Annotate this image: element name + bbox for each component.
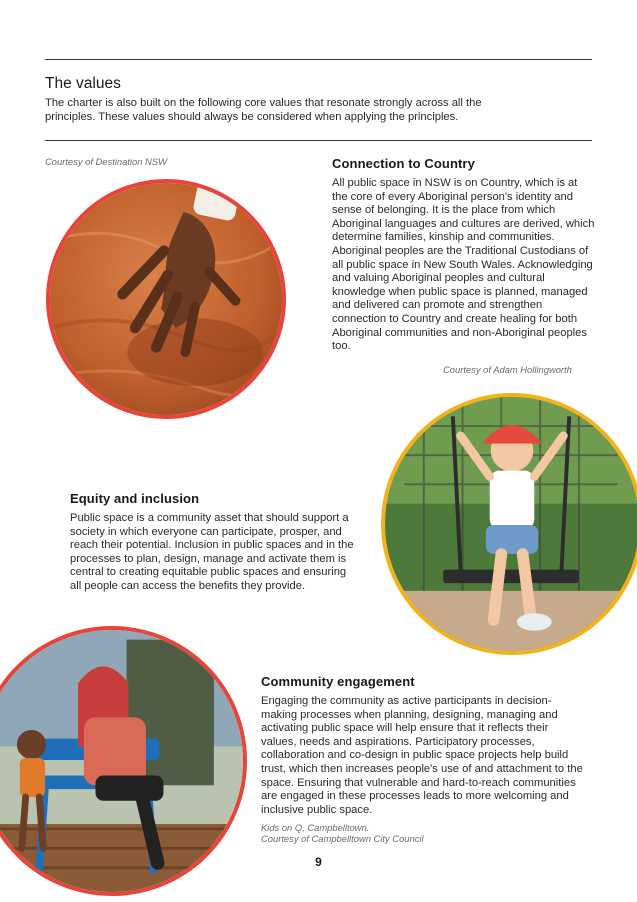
- photo-credit-destination-nsw: Courtesy of Destination NSW: [45, 156, 167, 167]
- photo-credit-campbelltown: Courtesy of Campbelltown City Council: [261, 833, 424, 844]
- equity-body: Public space is a community asset that should support a society in which everyone can participate, prosper, and reach their potential. Inclusion in public spaces and in the processes to plan, design, manage and activate them is central to creating equitable public spaces and ensuring all people can access the benefits they provide.: [70, 512, 354, 592]
- values-heading: The values: [45, 75, 121, 92]
- values-intro: The charter is also built on the following core values that resonate strongly across all the principles. These values should always be considered when applying the principles.: [45, 97, 482, 123]
- page-number: 9: [315, 855, 322, 869]
- connection-body: All public space in NSW is on Country, which is at the core of every Aboriginal person's identity and sense of belonging. It is the place from which Aboriginal languages and cultures are derived, which determine families, kinship and communities. Aboriginal peoples are the Traditional Custodians of all public space in New South Wales. Acknowledging and valuing Aboriginal peoples and cultural knowledge when public space is planned, managed and delivered can promote and strengthen connection to Country and create healing for both Aboriginal communities and non-Aboriginal peoples too.: [332, 177, 595, 353]
- photo-hand-in-red-sand: [46, 179, 286, 419]
- photo-credit-adam-hollingworth: Courtesy of Adam Hollingworth: [443, 364, 572, 375]
- equity-heading: Equity and inclusion: [70, 491, 200, 506]
- section-rule: [45, 140, 592, 141]
- engagement-heading: Community engagement: [261, 674, 415, 689]
- photo-child-on-swing: [381, 393, 637, 655]
- engagement-body: Engaging the community as active participants in decision-making processes when planning, designing, managing and activating public space will help ensure that it reflects their values, needs and aspirations. Participatory processes, collaboration and co-design in public space projects help build trust, which then increases people's use of and attachment to the space. Ensuring that vulnerable and hard-to-reach communities are engaged in these processes leads to more welcoming and inclusive public space.: [261, 695, 583, 816]
- photo-credit-kids-on-q: Kids on Q, Campbelltown.: [261, 822, 370, 833]
- top-rule: [45, 59, 592, 60]
- connection-heading: Connection to Country: [332, 156, 475, 171]
